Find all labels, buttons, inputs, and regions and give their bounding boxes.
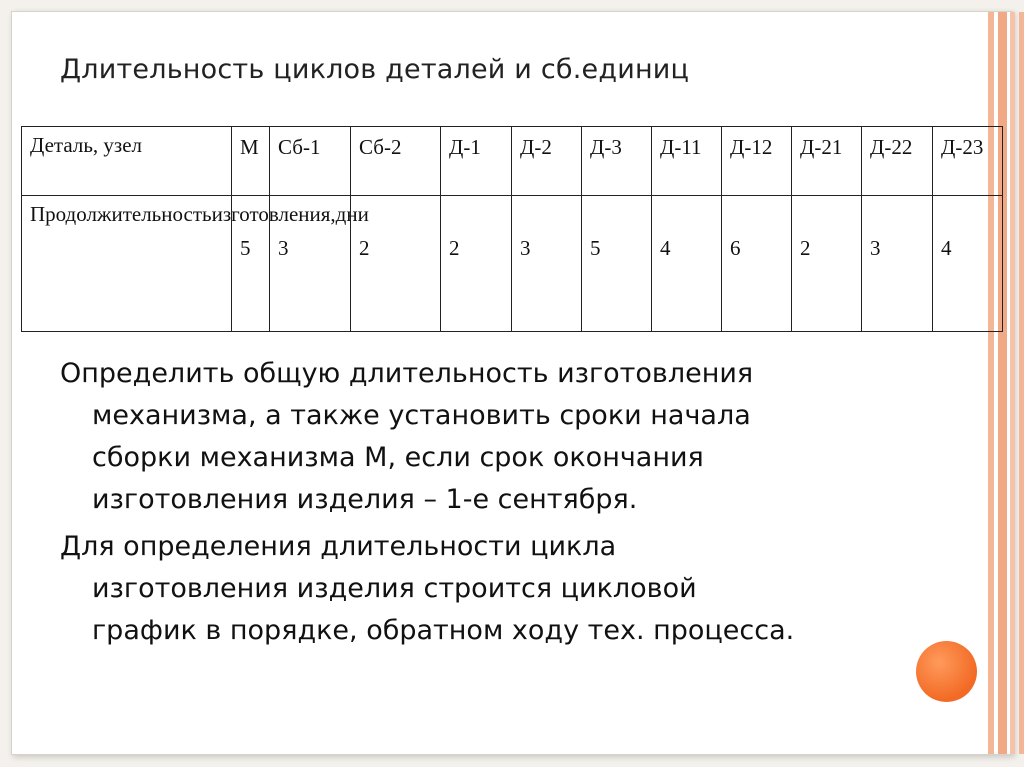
row-label-duration <box>22 196 369 332</box>
text-line: 11 <box>681 135 702 159</box>
text-line: график в порядке, обратном ходу тех. процесса. <box>92 615 795 646</box>
text-line: Д-1 <box>449 135 481 159</box>
duration-value: 3 <box>270 196 351 332</box>
orange-circle-decoration <box>916 641 977 702</box>
duration-value: 5 <box>232 196 270 332</box>
text-line: Д-3 <box>590 135 622 159</box>
column-header <box>582 127 652 196</box>
decor-stripe <box>1019 12 1024 754</box>
duration-table <box>21 126 1003 332</box>
text-line: Д-2 <box>520 135 552 159</box>
duration-value: 3 <box>862 196 933 332</box>
text-line: механизма, а также установить сроки начала <box>92 400 751 431</box>
column-header <box>862 127 933 196</box>
text-line: 22 <box>891 135 913 159</box>
column-header <box>512 127 582 196</box>
text-line: ность <box>161 202 212 226</box>
text-line: Продолжитель <box>30 202 162 226</box>
task-paragraph <box>60 353 753 521</box>
decor-stripe <box>988 12 994 754</box>
text-line: Сб-1 <box>278 135 321 159</box>
duration-value: 5 <box>582 196 652 332</box>
text-line: Д- <box>870 135 892 159</box>
text-line: 12 <box>751 135 773 159</box>
text-line: М <box>240 135 259 159</box>
method-paragraph <box>60 526 794 652</box>
text-line: Д- <box>730 135 752 159</box>
duration-value: 4 <box>933 196 1003 332</box>
text-line: сборки механизма М, если срок окончания <box>92 442 704 473</box>
text-line: изготовления, <box>211 202 336 226</box>
column-header <box>722 127 792 196</box>
duration-value: 2 <box>792 196 862 332</box>
decor-stripe <box>1010 12 1015 754</box>
duration-value: 6 <box>722 196 792 332</box>
text-line: Д- <box>800 135 822 159</box>
column-header <box>232 127 270 196</box>
text-line: Д- <box>941 135 963 159</box>
text-line: изготовления изделия – 1-е сентября. <box>92 484 638 515</box>
table-header-row <box>22 127 1003 196</box>
slide-title: Длительность циклов деталей и сб.единиц <box>60 54 690 85</box>
text-line: Д- <box>660 135 682 159</box>
text-line: Деталь, узел <box>30 133 142 157</box>
column-header <box>351 127 441 196</box>
row-label-part <box>22 127 232 196</box>
decor-stripe <box>998 12 1007 754</box>
table-value-row <box>22 196 1003 332</box>
duration-value: 2 <box>351 196 441 332</box>
text-line: Сб-2 <box>359 135 402 159</box>
duration-value: 3 <box>512 196 582 332</box>
column-header <box>270 127 351 196</box>
text-line: изготовления изделия строится цикловой <box>92 573 697 604</box>
column-header <box>652 127 722 196</box>
text-line: 23 <box>962 135 984 159</box>
column-header <box>792 127 862 196</box>
duration-value: 4 <box>652 196 722 332</box>
column-header <box>441 127 512 196</box>
duration-value: 2 <box>441 196 512 332</box>
column-header <box>933 127 1003 196</box>
text-line: 21 <box>821 135 843 159</box>
text-line: дни <box>335 202 369 226</box>
text-line: Определить общую длительность изготовления <box>60 358 754 389</box>
text-line: Для определения длительности цикла <box>60 531 617 562</box>
